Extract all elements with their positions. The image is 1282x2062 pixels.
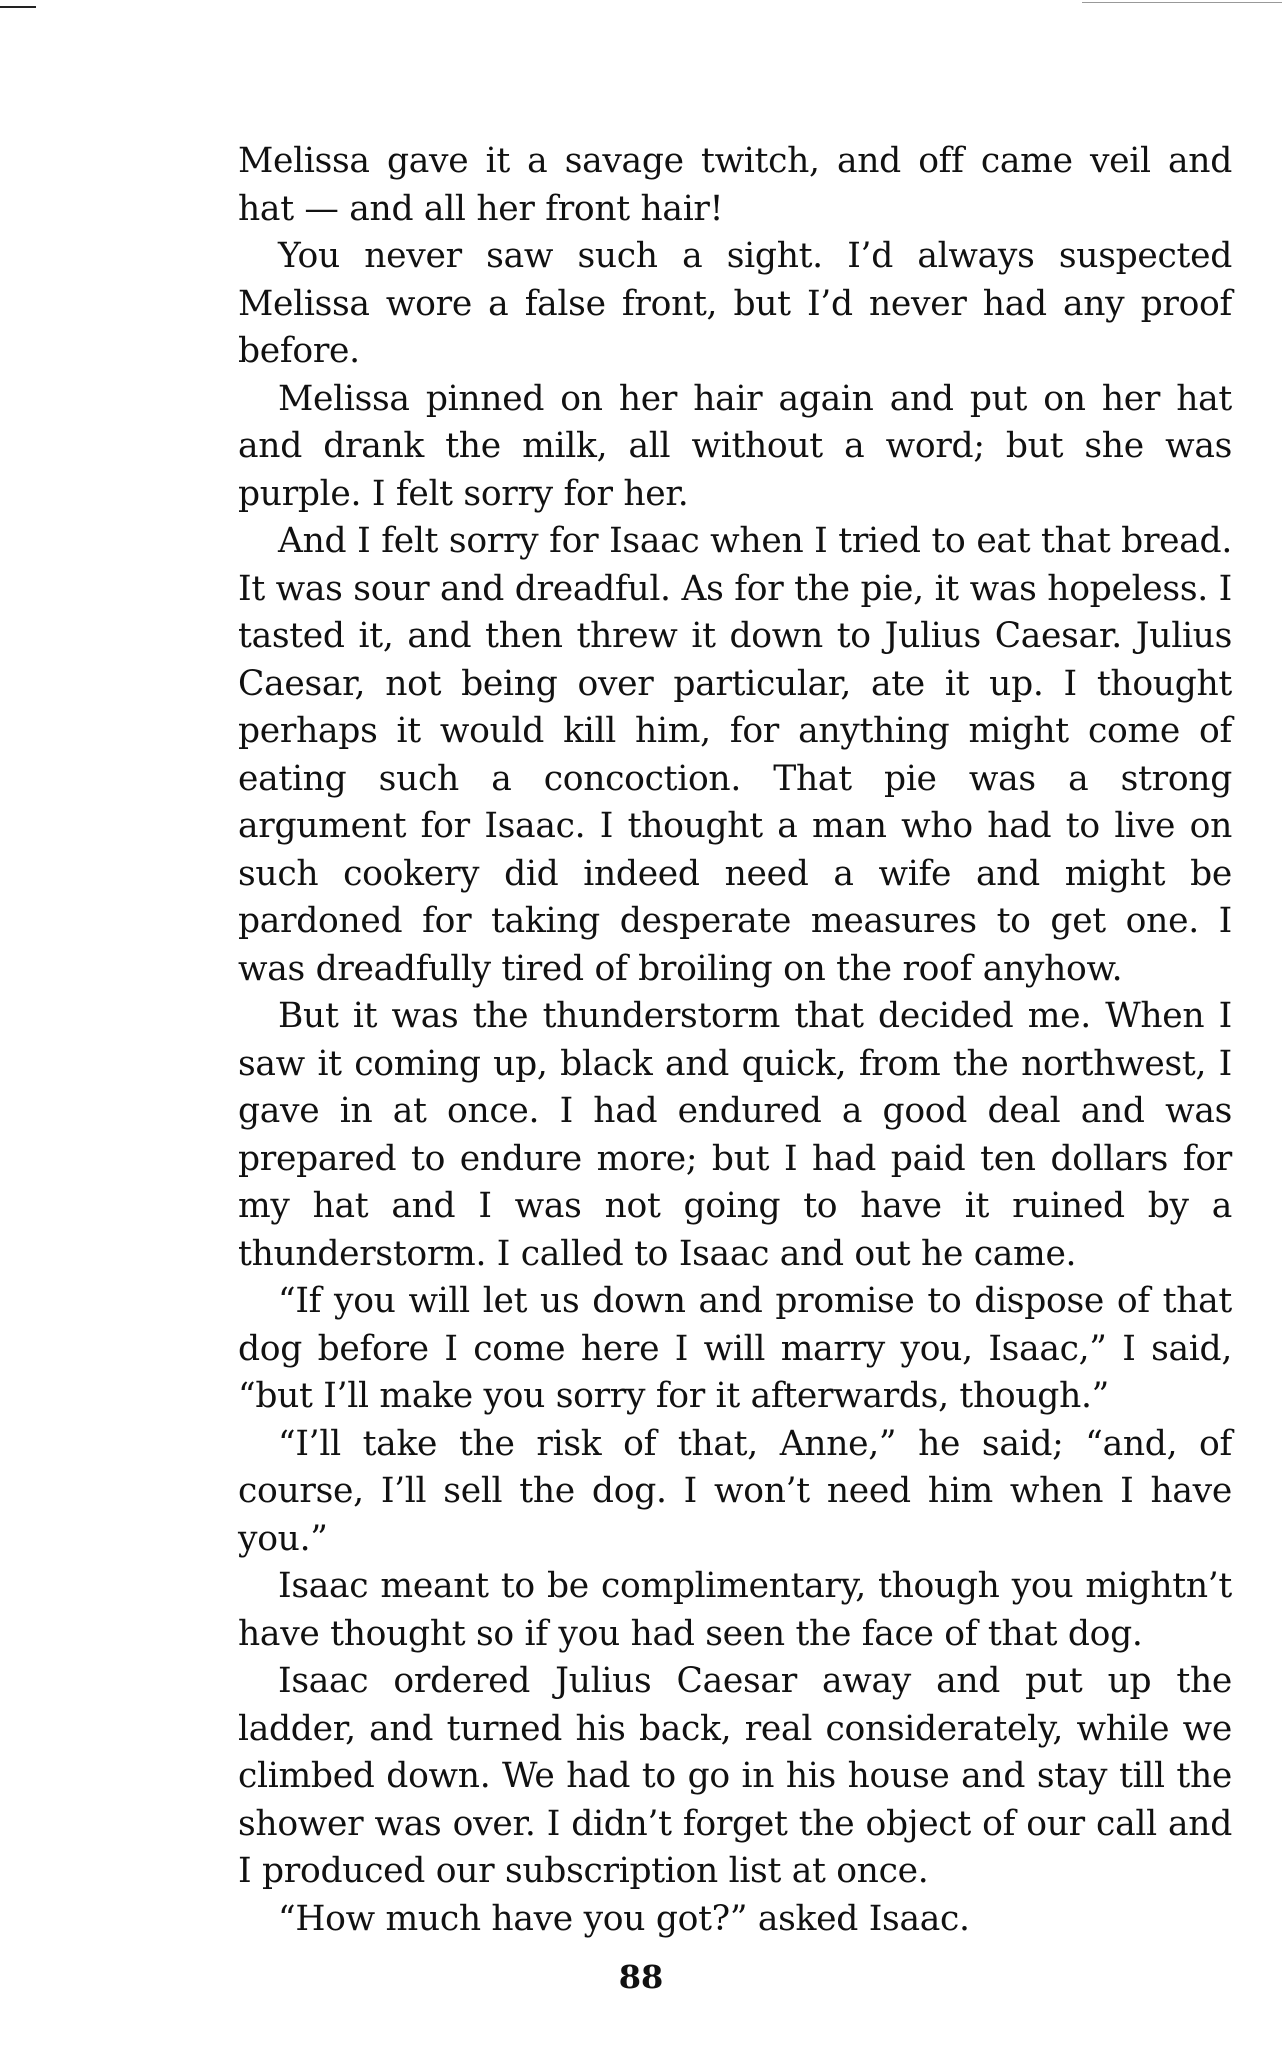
paragraph: But it was the thunderstorm that decided me. When I saw it coming up, black and quick, from the northwest, I gave in at once. I had endured a good deal and was prepared to endure more; but I had paid ten dollars for my hat and I was not going to have it ruined by a thunderstorm. I called to Isaac and out he came. [238,996,1232,1274]
paragraph: “I’ll take the risk of that, Anne,” he said; “and, of course, I’ll sell the dog. I won’t need him when I have you.” [238,1423,1232,1559]
paragraph: You never saw such a sight. I’d always suspected Melissa wore a false front, but I’d never had any proof before. [238,236,1232,371]
page-edge-mark [0,6,36,8]
body-text [238,138,1232,1943]
paragraph: Melissa gave it a savage twitch, and off came veil and hat — and all her front hair! [238,141,1232,229]
paragraph: “How much have you got?” asked Isaac. [278,1898,970,1939]
paragraph: And I felt sorry for Isaac when I tried to eat that bread. It was sour and dreadful. As for the pie, it was hopeless. I tasted it, and then threw it down to Julius Caesar. Julius Caesar, not being over particular, ate it up. I thought perhaps it would kill him, for anything might come of eating such a concoction. That pie was a strong argument for Isaac. I thought a man who had to live on such cookery did indeed need a wife and might be pardoned for taking desperate measures to get one. I was dreadfully tired of broiling on the roof anyhow. [238,521,1232,989]
paragraph: Melissa pinned on her hair again and put on her hat and drank the milk, all without a word; but she was purple. I felt sorry for her. [238,378,1232,514]
paragraph: Isaac meant to be complimentary, though you mightn’t have thought so if you had seen the face of that dog. [238,1566,1232,1654]
page-edge-mark [1082,2,1282,3]
paragraph: Isaac ordered Julius Caesar away and put up the ladder, and turned his back, real considerately, while we climbed down. We had to go in his house and stay till the shower was over. I didn’t forget the object of our call and I produced our subscription list at once. [238,1661,1232,1891]
paragraph: “If you will let us down and promise to dispose of that dog before I come here I will marry you, Isaac,” I said, “but I’ll make you sorry for it afterwards, though.” [238,1281,1232,1416]
page-number: 88 [618,1958,664,1996]
